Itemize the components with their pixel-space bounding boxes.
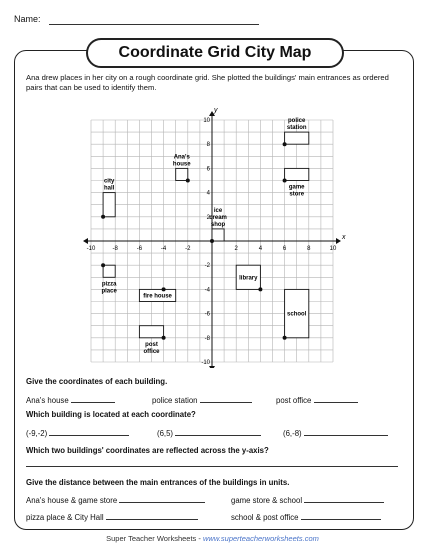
building-label: house (172, 161, 191, 168)
q4-item-label: game store & school (231, 496, 303, 505)
answer-blank[interactable] (314, 394, 358, 403)
q4-item-label: Ana's house & game store (26, 496, 118, 505)
building-rect (103, 193, 115, 217)
building-entrance-point (101, 263, 105, 267)
footer: Super Teacher Worksheets - www.superteacherworksheets.com (106, 534, 319, 543)
y-tick-label: 10 (203, 118, 210, 124)
q4-item (26, 511, 198, 522)
building-entrance-point (283, 179, 287, 183)
y-axis-arrow (209, 366, 215, 368)
q2-item (26, 427, 129, 438)
q1-item (276, 394, 358, 405)
q4-item-label: school & post office (231, 513, 299, 522)
x-tick-label: -4 (160, 246, 167, 252)
x-tick-label: 8 (307, 246, 311, 252)
building-label: cream (209, 214, 227, 221)
answer-blank[interactable] (71, 394, 115, 403)
page-title: Coordinate Grid City Map (86, 38, 344, 68)
q4-item (231, 511, 381, 522)
building-label: game (288, 184, 305, 191)
y-tick-label: -6 (204, 311, 210, 318)
q1-item (26, 394, 115, 405)
building-entrance-point (283, 142, 287, 146)
y-tick-label: -2 (204, 263, 210, 270)
building-label: city (103, 178, 115, 185)
q2-heading: Which building is located at each coordinate? (26, 410, 196, 419)
building-label: station (286, 125, 307, 132)
building-entrance-point (162, 287, 166, 291)
building-label: place (101, 288, 117, 295)
q4-heading: Give the distance between the main entrances of the buildings in units. (26, 478, 290, 487)
q2-item (283, 427, 388, 438)
x-tick-label: -8 (112, 246, 118, 252)
building-entrance-point (101, 215, 105, 219)
y-tick-label: 8 (206, 142, 210, 149)
q1-item-label: Ana's house (26, 396, 69, 405)
intro-text: Ana drew places in her city on a rough coordinate grid. She plotted the buildings' main entrances as ordered pairs that can be used to identify them. (26, 73, 389, 92)
y-tick-label: 6 (206, 166, 210, 173)
building-label: store (289, 191, 305, 198)
building-entrance-point (258, 287, 262, 291)
building-entrance-point (283, 336, 287, 340)
x-tick-label: 6 (282, 246, 287, 252)
building-label: ice (213, 207, 223, 214)
answer-blank[interactable] (304, 494, 384, 503)
x-axis-label: x (342, 234, 346, 241)
answer-blank[interactable] (106, 511, 198, 520)
x-tick-label: 10 (329, 246, 337, 252)
building-label: post (145, 341, 158, 348)
footer-brand: Super Teacher Worksheets (106, 534, 197, 543)
building-label: school (287, 311, 307, 318)
answer-blank[interactable] (119, 494, 205, 503)
y-tick-label: -8 (204, 335, 210, 342)
q1-item (152, 394, 252, 405)
y-tick-label: -10 (201, 360, 210, 366)
building-rect (285, 132, 309, 144)
x-tick-label: -2 (185, 246, 191, 252)
building-entrance-point (162, 336, 166, 340)
footer-link[interactable]: www.superteacherworksheets.com (202, 534, 319, 543)
building-rect (103, 265, 115, 277)
x-tick-label: -6 (136, 246, 143, 252)
building-rect (212, 229, 224, 241)
q2-item-label: (-9,-2) (26, 429, 48, 438)
building-entrance-point (186, 179, 190, 183)
y-tick-label: 4 (206, 190, 210, 197)
x-axis-arrow (336, 238, 341, 244)
building-label: library (239, 275, 258, 282)
q2-item-label: (6,5) (157, 429, 174, 438)
answer-blank[interactable] (301, 511, 381, 520)
building-rect (176, 168, 188, 180)
y-tick-label: -4 (204, 287, 210, 294)
building-label: office (143, 348, 160, 355)
building-label: police (288, 118, 306, 125)
x-tick-label: 4 (258, 246, 263, 252)
building-rect (285, 168, 309, 180)
building-label: Ana's (173, 154, 190, 161)
name-label: Name: (14, 14, 41, 24)
x-tick-label: -10 (86, 246, 96, 252)
building-rect (139, 326, 163, 338)
coordinate-grid (80, 100, 350, 368)
q1-heading: Give the coordinates of each building. (26, 377, 168, 386)
x-tick-label: 2 (234, 246, 238, 252)
y-axis-label: y (214, 107, 218, 114)
building-label: pizza (101, 281, 117, 288)
q4-item-label: pizza place & City Hall (26, 513, 104, 522)
q1-item-label: post office (276, 396, 312, 405)
q2-item (157, 427, 261, 438)
answer-blank[interactable] (304, 427, 388, 436)
building-entrance-point (210, 239, 214, 243)
building-label: fire house (143, 293, 172, 300)
y-tick-label: 2 (206, 214, 210, 221)
q4-item (231, 494, 384, 505)
building-label: shop (210, 221, 226, 228)
q2-item-label: (6,-8) (283, 429, 302, 438)
q1-item-label: police station (152, 396, 198, 405)
answer-blank[interactable] (175, 427, 261, 436)
x-axis-arrow (83, 238, 88, 244)
q4-item (26, 494, 205, 505)
building-label: hall (103, 185, 115, 192)
q3-answer-line[interactable] (26, 466, 398, 467)
answer-blank[interactable] (200, 394, 252, 403)
name-field[interactable] (49, 24, 259, 25)
q3-heading: Which two buildings' coordinates are reflected across the y-axis? (26, 446, 269, 455)
answer-blank[interactable] (49, 427, 129, 436)
